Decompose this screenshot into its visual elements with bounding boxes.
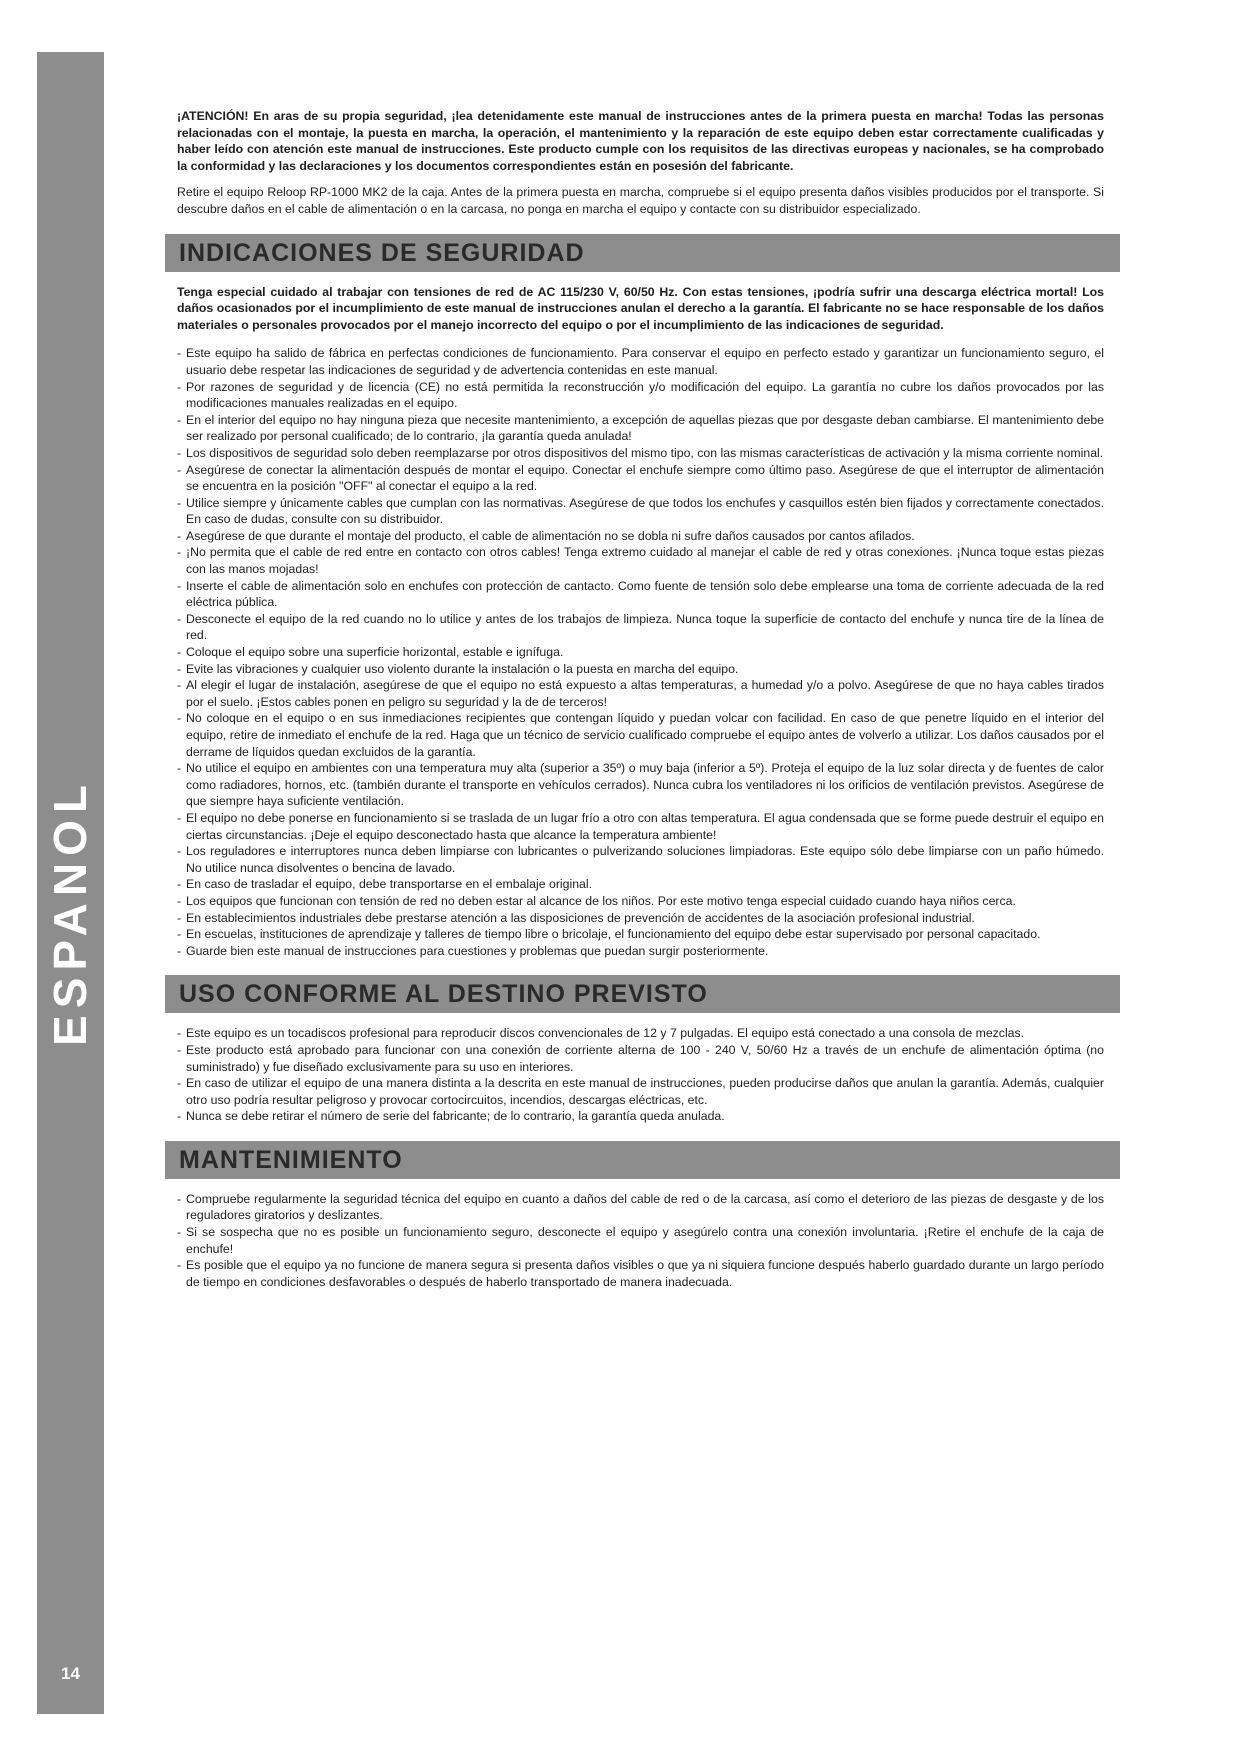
list-item: - En el interior del equipo no hay ninguna pieza que necesite mantenimiento, a excepción de aquellas piezas que por desgaste deban cambiarse. El mantenimiento debe ser realizado por personal cualificado; de lo contrario, ¡la garantía queda anulada!: [177, 412, 1104, 445]
list-item: - Este equipo ha salido de fábrica en perfectas condiciones de funcionamiento. Para conservar el equipo en perfecto estado y garantizar un funcionamiento seguro, el usuario debe respetar las indicaciones de seguridad y de advertencia contenidas en este manual.: [177, 345, 1104, 378]
maintenance-list: [177, 1191, 1104, 1291]
list-item: - Evite las vibraciones y cualquier uso violento durante la instalación o la puesta en marcha del equipo.: [177, 661, 1104, 678]
page-number: 14: [61, 1664, 80, 1683]
safety-warning-note: Tenga especial cuidado al trabajar con tensiones de red de AC 115/230 V, 60/50 Hz. Con estas tensiones, ¡podría sufrir una descarga eléctrica mortal! Los daños ocasionados por el incumplimiento de este manual de instrucciones anulan el derecho a la garantía. El fabricante no se hace responsable de los daños materiales o personales provocados por el manejo incorrecto del equipo o por el incumplimiento de las indicaciones de seguridad.: [177, 284, 1104, 332]
safety-list: [177, 345, 1104, 959]
list-item: - Compruebe regularmente la seguridad técnica del equipo en cuanto a daños del cable de red o de la carcasa, así como el deterioro de las piezas de desgaste y de los reguladores giratorios y deslizantes.: [177, 1191, 1104, 1224]
list-item: - En caso de trasladar el equipo, debe transportarse en el embalaje original.: [177, 876, 1104, 893]
sidebar-language-label: ESPANOL: [44, 778, 96, 1046]
list-item: - Guarde bien este manual de instrucciones para cuestiones y problemas que puedan surgir posteriormente.: [177, 943, 1104, 960]
list-item: - Desconecte el equipo de la red cuando no lo utilice y antes de los trabajos de limpieza. Nunca toque la superficie de contacto del enchufe y nunca tire de la línea de red.: [177, 611, 1104, 644]
language-sidebar: [37, 52, 104, 1714]
list-item: - Los dispositivos de seguridad solo deben reemplazarse por otros dispositivos del mismo tipo, con las mismas características de activación y la misma corriente nominal.: [177, 445, 1104, 462]
list-item: - En establecimientos industriales debe prestarse atención a las disposiciones de prevención de accidentes de la asociación profesional industrial.: [177, 910, 1104, 927]
list-item: - Por razones de seguridad y de licencia (CE) no está permitida la reconstrucción y/o modificación del equipo. La garantía no cubre los daños provocados por las modificaciones manuales realizadas en el equipo.: [177, 379, 1104, 412]
safety-heading: INDICACIONES DE SEGURIDAD: [165, 234, 1120, 272]
list-item: - Asegúrese de que durante el montaje del producto, el cable de alimentación no se dobla ni sufre daños causados por cantos afilados.: [177, 528, 1104, 545]
intended-use-heading: USO CONFORME AL DESTINO PREVISTO: [165, 975, 1120, 1013]
list-item: - Nunca se debe retirar el número de serie del fabricante; de lo contrario, la garantía queda anulada.: [177, 1108, 1104, 1125]
list-item: - En escuelas, instituciones de aprendizaje y talleres de tiempo libre o bricolaje, el funcionamiento del equipo debe estar supervisado por personal capacitado.: [177, 926, 1104, 943]
list-item: - En caso de utilizar el equipo de una manera distinta a la descrita en este manual de instrucciones, pueden producirse daños que anulan la garantía. Además, cualquier otro uso podría resultar peligroso y provocar cortocircuitos, incendios, descargas eléctricas, etc.: [177, 1075, 1104, 1108]
list-item: - No coloque en el equipo o en sus inmediaciones recipientes que contengan líquido y puedan volcar con facilidad. En caso de que penetre líquido en el interior del equipo, retire de inmediato el enchufe de la red. Haga que un técnico de servicio cualificado compruebe el equipo antes de volverlo a utilizar. Los daños causados por el derrame de líquidos quedan excluidos de la garantía.: [177, 710, 1104, 760]
list-item: - Los reguladores e interruptores nunca deben limpiarse con lubricantes o pulverizando soluciones limpiadoras. Este equipo sólo debe limpiarse con un paño húmedo. No utilice nunca disolventes o bencina de lavado.: [177, 843, 1104, 876]
list-item: - Asegúrese de conectar la alimentación después de montar el equipo. Conectar el enchufe siempre como último paso. Asegúrese de que el interruptor de alimentación se encuentra en la posición "OFF" al conectar el equipo a la red.: [177, 462, 1104, 495]
maintenance-heading: MANTENIMIENTO: [165, 1141, 1120, 1179]
list-item: - Es posible que el equipo ya no funcione de manera segura si presenta daños visibles o que ya ni siquiera funcione después haberlo guardado durante un largo período de tiempo en condiciones desfavorables o después de haberlo transportado de manera inadecuada.: [177, 1257, 1104, 1290]
list-item: - ¡No permita que el cable de red entre en contacto con otros cables! Tenga extremo cuidado al manejar el cable de red y otras conexiones. ¡Nunca toque estas piezas con las manos mojadas!: [177, 544, 1104, 577]
list-item: - No utilice el equipo en ambientes con una temperatura muy alta (superior a 35º) o muy baja (inferior a 5º). Proteja el equipo de la luz solar directa y de fuentes de calor como radiadores, hornos, etc. (también durante el transporte en vehículos cerrados). Nunca cubra los ventiladores ni los orificios de ventilación previstos. Asegúrese de que siempre haya suficiente ventilación.: [177, 760, 1104, 810]
attention-paragraph: ¡ATENCIÓN! En aras de su propia seguridad, ¡lea detenidamente este manual de instrucciones antes de la primera puesta en marcha! Todas las personas relacionadas con el montaje, la puesta en marcha, la operación, el mantenimiento y la reparación de este equipo deben estar correctamente cualificadas y haber leído con atención este manual de instrucciones. Este producto cumple con los requisitos de las directivas europeas y nacionales, se ha comprobado la conformidad y las declaraciones y los documentos correspondientes están en posesión del fabricante.: [177, 109, 1104, 173]
unpacking-paragraph: Retire el equipo Reloop RP-1000 MK2 de la caja. Antes de la primera puesta en marcha, compruebe si el equipo presenta daños visibles producidos por el transporte. Si descubre daños en el cable de alimentación o en la carcasa, no ponga en marcha el equipo y contacte con su distribuidor especializado.: [177, 185, 1104, 216]
intended-use-list: [177, 1025, 1104, 1125]
list-item: - Coloque el equipo sobre una superficie horizontal, estable e ignífuga.: [177, 644, 1104, 661]
list-item: - Al elegir el lugar de instalación, asegúrese de que el equipo no está expuesto a altas temperaturas, a humedad y/o a polvo. Asegúrese de que no haya cables tirados por el suelo. ¡Estos cables ponen en peligro su seguridad y la de de terceros!: [177, 677, 1104, 710]
list-item: - Este equipo es un tocadiscos profesional para reproducir discos convencionales de 12 y 7 pulgadas. El equipo está conectado a una consola de mezclas.: [177, 1025, 1104, 1042]
list-item: - El equipo no debe ponerse en funcionamiento si se traslada de un lugar frío a otro con altas temperatura. El agua condensada que se forme puede destruir el equipo en ciertas circunstancias. ¡Deje el equipo desconectado hasta que alcance la temperatura ambiente!: [177, 810, 1104, 843]
list-item: - Este producto está aprobado para funcionar con una conexión de corriente alterna de 100 - 240 V, 50/60 Hz a través de un enchufe de alimentación óptima (no suministrado) y fue diseñado exclusivamente para su uso en interiores.: [177, 1042, 1104, 1075]
list-item: - Si se sospecha que no es posible un funcionamiento seguro, desconecte el equipo y asegúrelo contra una conexión involuntaria. ¡Retire el enchufe de la caja de enchufe!: [177, 1224, 1104, 1257]
list-item: - Los equipos que funcionan con tensión de red no deben estar al alcance de los niños. Por este motivo tenga especial cuidado cuando haya niños cerca.: [177, 893, 1104, 910]
list-item: - Inserte el cable de alimentación solo en enchufes con protección de cantacto. Como fuente de tensión solo debe emplearse una toma de corriente adecuada de la red eléctrica pública.: [177, 578, 1104, 611]
page-content: [177, 108, 1104, 1290]
list-item: - Utilice siempre y únicamente cables que cumplan con las normativas. Asegúrese de que todos los enchufes y casquillos estén bien fijados y correctamente conectados. En caso de dudas, consulte con su distribuidor.: [177, 495, 1104, 528]
